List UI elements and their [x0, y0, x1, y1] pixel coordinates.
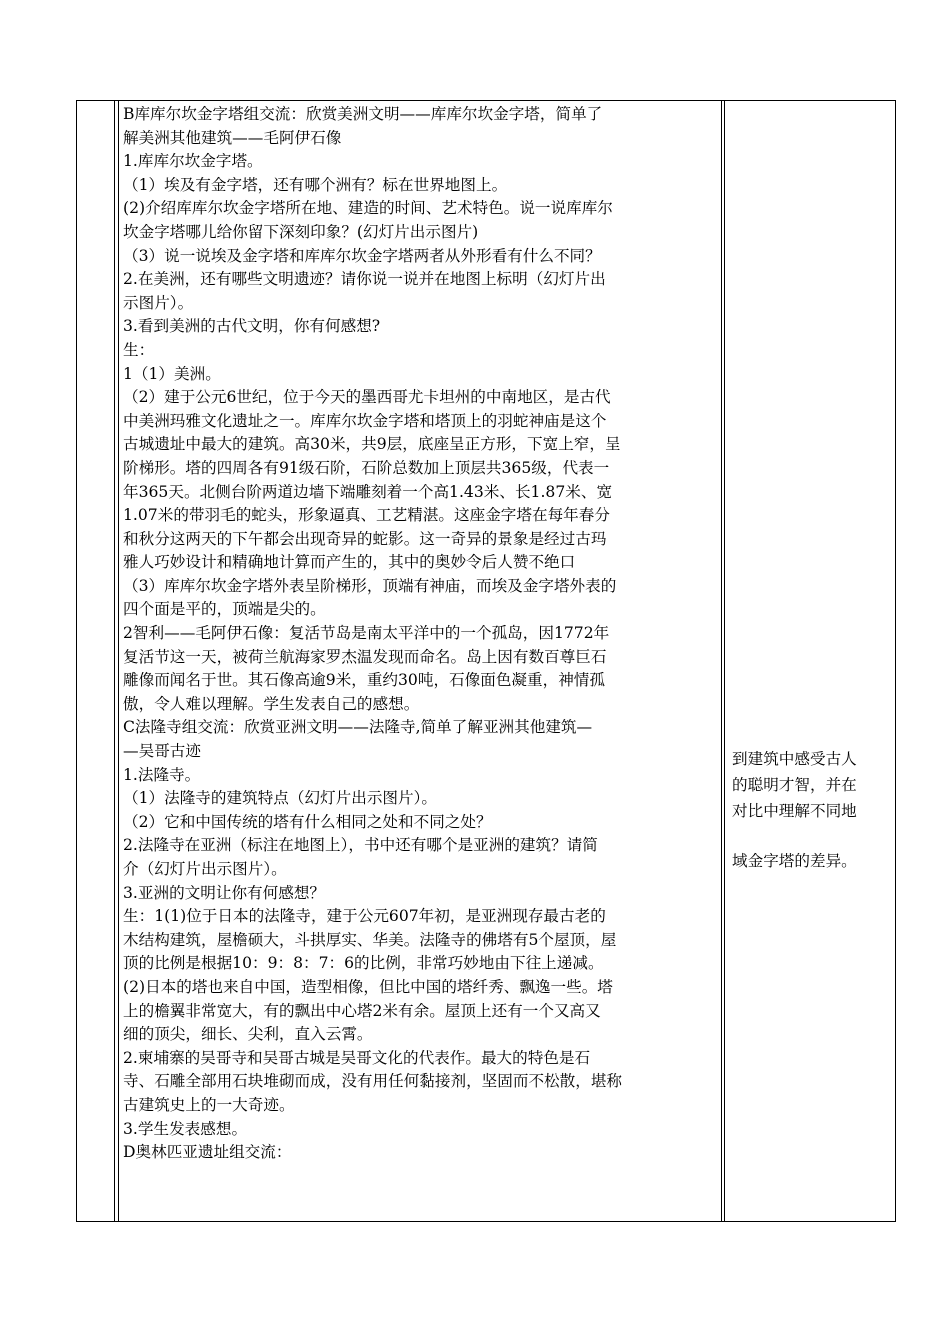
design-intent-line: 对比中理解不同地	[732, 802, 857, 820]
text-line: 介（幻灯片出示图片）。	[123, 860, 287, 878]
text-line: 寺、石雕全部用石块堆砌而成，没有用任何黏接剂，坚固而不松散，堪称	[123, 1072, 623, 1091]
text-line: 示图片）。	[123, 293, 194, 312]
text-line: C法隆寺组交流：欣赏亚洲文明——法隆寺,简单了解亚洲其他建筑—	[123, 718, 593, 737]
text-line: 复活节这一天，被荷兰航海家罗杰温发现而命名。岛上因有数百尊巨石	[123, 647, 607, 666]
design-intent-cell	[732, 746, 892, 874]
text-line: 2.在美洲，还有哪些文明遗迹？请你说一说并在地图上标明（幻灯片出	[123, 270, 606, 289]
table-column-divider	[114, 100, 115, 1222]
text-line: 2智利——毛阿伊石像：复活节岛是南太平洋中的一个孤岛，因1772年	[123, 624, 610, 643]
text-line: 上的檐翼非常宽大，有的飘出中心塔2米有余。屋顶上还有一个又高又	[123, 1001, 601, 1020]
text-line: —吴哥古迹	[123, 742, 201, 761]
text-line: 生：1(1)位于日本的法隆寺，建于公元607年初，是亚洲现存最古老的	[123, 907, 606, 926]
text-line: （3）库库尔坎金字塔外表呈阶梯形，顶端有神庙，而埃及金字塔外表的	[123, 576, 617, 595]
text-line: (2)介绍库库尔坎金字塔所在地、建造的时间、艺术特色。说一说库库尔	[123, 199, 613, 218]
text-line: D奥林匹亚遗址组交流：	[123, 1143, 292, 1162]
text-line: （2）建于公元6世纪，位于今天的墨西哥尤卡坦州的中南地区，是古代	[123, 388, 611, 407]
text-line: 木结构建筑，屋檐硕大，斗拱厚实、华美。法隆寺的佛塔有5个屋顶，屋	[123, 930, 617, 949]
text-line: 解美洲其他建筑——毛阿伊石像	[123, 128, 342, 147]
text-line: 3.亚洲的文明让你有何感想？	[123, 883, 326, 902]
table-column-divider	[724, 100, 725, 1222]
text-line: 2.柬埔寨的吴哥寺和吴哥古城是吴哥文化的代表作。最大的特色是石	[123, 1048, 591, 1067]
text-line: 3.学生发表感想。	[123, 1119, 248, 1138]
text-line: 年365天。北侧台阶两道边墙下端雕刻着一个高1.43米、长1.87米、宽	[123, 482, 613, 501]
text-line: 1.法隆寺。	[123, 765, 201, 784]
table-column-divider	[721, 100, 722, 1222]
text-line: 雕像而闻名于世。其石像高逾9米，重约30吨，石像面色凝重，神情孤	[123, 671, 605, 690]
text-line: （1）法隆寺的建筑特点（幻灯片出示图片）。	[123, 789, 437, 808]
text-line: (2)日本的塔也来自中国，造型相像，但比中国的塔纤秀、飘逸一些。塔	[123, 977, 613, 996]
design-intent-line: 域金字塔的差异。	[732, 852, 857, 870]
text-line: 顶的比例是根据10：9：8：7：6的比例，非常巧妙地由下往上递减。	[123, 954, 604, 973]
text-line: 坎金字塔哪儿给你留下深刻印象？(幻灯片出示图片)	[123, 222, 479, 241]
text-line: （1）埃及有金字塔，还有哪个洲有？标在世界地图上。	[123, 175, 508, 194]
text-line: 古城遗址中最大的建筑。高30米，共9层，底座呈正方形，下宽上窄，呈	[123, 435, 621, 454]
text-line: 雅人巧妙设计和精确地计算而产生的，其中的奥妙令后人赞不绝口	[123, 553, 576, 572]
text-line: 和秋分这两天的下午都会出现奇异的蛇影。这一奇异的景象是经过古玛	[123, 529, 607, 548]
text-line: 阶梯形。塔的四周各有91级石阶，石阶总数加上顶层共365级，代表一	[123, 458, 610, 477]
table-column-divider	[118, 100, 119, 1222]
design-intent-line: 到建筑中感受古人	[732, 750, 857, 768]
lesson-process-cell	[123, 103, 718, 1165]
text-line: 3.看到美洲的古代文明，你有何感想?	[123, 317, 381, 336]
design-intent-line: 的聪明才智，并在	[732, 776, 857, 794]
text-line: 傲，令人难以理解。学生发表自己的感想。	[123, 694, 420, 713]
text-line: 四个面是平的，顶端是尖的。	[123, 600, 326, 619]
text-line: 1（1）美洲。	[123, 364, 221, 383]
text-line: 1.07米的带羽毛的蛇头，形象逼真、工艺精湛。这座金字塔在每年春分	[123, 506, 610, 525]
text-line: （3）说一说埃及金字塔和库库尔坎金字塔两者从外形看有什么不同？	[123, 246, 601, 265]
text-line: （2）它和中国传统的塔有什么相同之处和不同之处？	[123, 812, 492, 831]
text-line: 1.库库尔坎金字塔。	[123, 152, 263, 171]
text-line: 古建筑史上的一大奇迹。	[123, 1095, 295, 1114]
text-line: 中美洲玛雅文化遗址之一。库库尔坎金字塔和塔顶上的羽蛇神庙是这个	[123, 411, 607, 430]
text-line: 细的顶尖，细长、尖利，直入云霄。	[123, 1025, 373, 1044]
text-line: B库库尔坎金字塔组交流：欣赏美洲文明——库库尔坎金字塔，简单了	[123, 105, 603, 123]
text-line: 2.法隆寺在亚洲（标注在地图上），书中还有哪个是亚洲的建筑？请简	[123, 836, 598, 855]
text-line: 生：	[123, 340, 155, 359]
